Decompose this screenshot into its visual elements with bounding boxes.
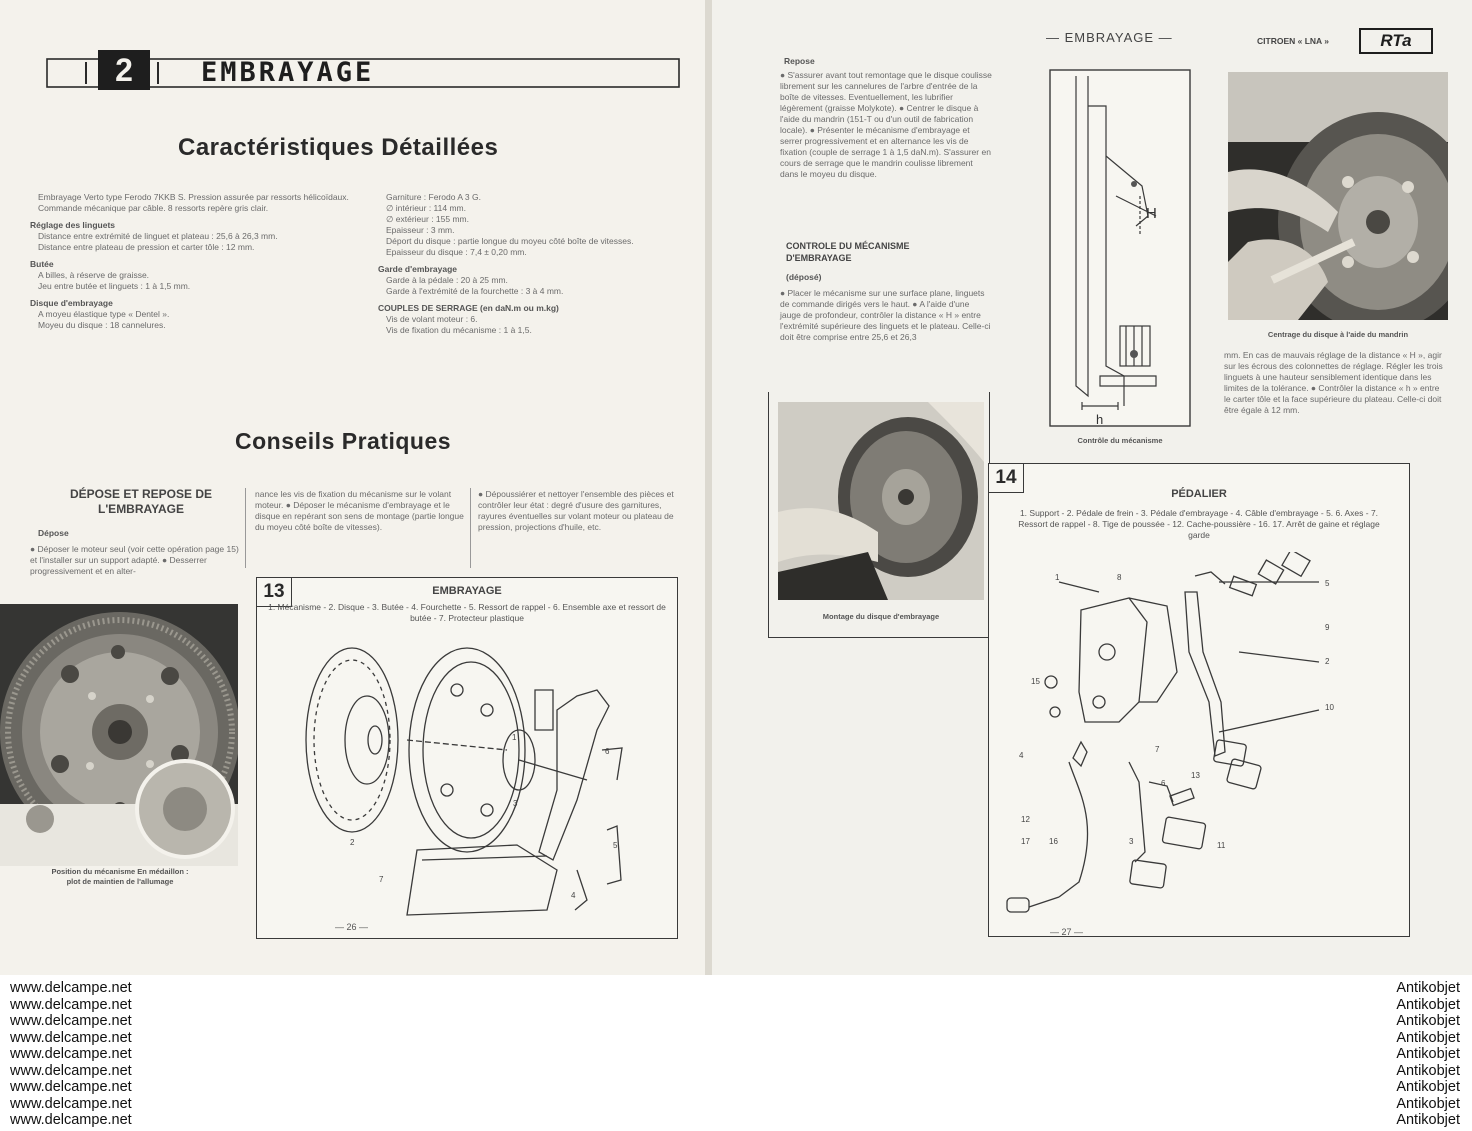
spec-line: Garniture : Ferodo A 3 G. [386, 192, 481, 202]
svg-text:6: 6 [605, 747, 610, 756]
svg-text:17: 17 [1021, 837, 1030, 846]
repose-text: ● S'assurer avant tout remontage que le disque coulisse librement sur les cannelures de l'arbre d'entrée de la boîte de vitesses. Eventuellement, les lubrifier légèrement (graisse Molykote). ● Centrer le disque à l'aide du mandrin (151-T ou d'un outil de fabrication locale). ● Présenter le mécanisme d'embrayage et serrer progressivement et en alternance les vis de fixation (couple de serrage 1 à 1,5 daN.m). S'assurer en cours de serrage que le mandrin coulisse librement dans le moyeu du disque. [780, 70, 992, 179]
svg-text:11: 11 [1217, 841, 1226, 850]
running-header: — EMBRAYAGE — [1046, 30, 1173, 45]
right-page [712, 0, 1472, 975]
assembly-photo [778, 402, 984, 600]
watermark-line: Antikobjet [1396, 1062, 1460, 1079]
pedal-exploded-drawing [989, 552, 1409, 932]
watermark-line: Antikobjet [1396, 1112, 1460, 1128]
spec-line: Vis de volant moteur : 6. [386, 314, 478, 324]
svg-text:6: 6 [1161, 779, 1166, 788]
watermark-line: www.delcampe.net [10, 1013, 132, 1029]
centering-photo [1228, 72, 1448, 320]
svg-text:3: 3 [513, 799, 518, 808]
watermark-line: www.delcampe.net [10, 1062, 132, 1079]
rta-logo-text: RTa [1380, 31, 1412, 50]
svg-text:5: 5 [613, 841, 618, 850]
right-column-text: mm. En cas de mauvais réglage de la distance « H », agir sur les écrous des colonnettes de réglage. Régler les trois linguets à une hauteur sensiblement identique dans les limites de la tolérance. ● Contrôler la distance « h » entre le carter tôle et la face supérieure du plateau. Celle-ci doit être égale à 12 mm. [1224, 350, 1443, 415]
svg-text:8: 8 [1117, 573, 1122, 582]
svg-text:2: 2 [350, 838, 355, 847]
spec-heading: Butée [30, 259, 54, 269]
watermark-line: Antikobjet [1396, 1046, 1460, 1062]
svg-text:4: 4 [1019, 751, 1024, 760]
spec-line: Déport du disque : partie longue du moyeu côté boîte de vitesses. [386, 236, 634, 246]
svg-text:15: 15 [1031, 677, 1040, 686]
rta-logo [1359, 28, 1433, 54]
chapter-title: EMBRAYAGE [201, 57, 375, 88]
watermark-line: www.delcampe.net [10, 980, 132, 996]
diagram-label-H: H [1146, 205, 1157, 222]
figure-13-legend: 1. Mécanisme - 2. Disque - 3. Butée - 4. Fourchette - 5. Ressort de rappel - 6. Ensemble axe et ressort de butée - 7. Protecteur plastique [268, 602, 666, 623]
centering-photo-caption: Centrage du disque à l'aide du mandrin [1267, 330, 1409, 339]
svg-text:9: 9 [1325, 623, 1330, 632]
svg-text:3: 3 [1129, 837, 1134, 846]
conseils-heading: Conseils Pratiques [235, 428, 452, 454]
spec-line: Epaisseur du disque : 7,4 ± 0,20 mm. [386, 247, 527, 257]
svg-text:10: 10 [1325, 703, 1334, 712]
diagram-label-h: h [1096, 412, 1104, 427]
assembly-photo-caption: Montage du disque d'embrayage [822, 612, 940, 621]
column-rule-2 [470, 488, 471, 568]
figure-14-box [988, 463, 1410, 937]
column-rule-1 [245, 488, 246, 568]
svg-text:7: 7 [1155, 745, 1160, 754]
spec-line: A billes, à réserve de graisse. [38, 270, 150, 280]
spec-line: Jeu entre butée et linguets : 1 à 1,5 mm. [38, 281, 191, 291]
spec-heading: Garde d'embrayage [378, 264, 458, 274]
figure-14-number: 14 [989, 464, 1024, 493]
repose-subheading: Repose [784, 56, 815, 66]
clutch-photo-caption: Position du mécanisme En médaillon : plot de maintien de l'allumage [51, 867, 189, 886]
watermark-line: Antikobjet [1396, 1079, 1460, 1095]
depose-heading: DÉPOSE ET REPOSE DE L'EMBRAYAGE [69, 487, 213, 516]
left-page [0, 0, 705, 975]
spec-line: ∅ extérieur : 155 mm. [386, 214, 469, 224]
spec-line: ∅ intérieur : 114 mm. [386, 203, 466, 213]
svg-text:16: 16 [1049, 837, 1058, 846]
figure-14-title: PÉDALIER [1171, 488, 1227, 500]
svg-text:1: 1 [512, 733, 517, 742]
svg-text:13: 13 [1191, 771, 1200, 780]
watermark-line: www.delcampe.net [10, 1029, 132, 1046]
watermark-line: Antikobjet [1396, 980, 1460, 996]
column-3-text: ● Dépoussiérer et nettoyer l'ensemble des pièces et contrôler leur état : degré d'usure des garnitures, rayures éventuelles sur volant moteur ou plateau de pression, projections d'huile, etc. [478, 489, 674, 532]
chapter-banner [46, 50, 681, 88]
spec-line: Moyeu du disque : 18 cannelures. [38, 320, 166, 330]
figure-13-box [256, 577, 678, 939]
specs-heading: Caractéristiques Détaillées [178, 134, 499, 161]
figure-14-legend: 1. Support - 2. Pédale de frein - 3. Pédale d'embrayage - 4. Câble d'embrayage - 5. 6. Axes - 7. Ressort de rappel - 8. Tige de poussée - 12. Cache-poussière - 16. 17. Arrêt de gaine et réglage garde [1018, 508, 1380, 540]
clutch-photo [0, 604, 238, 866]
left-folio: — 26 — [335, 922, 369, 932]
svg-text:7: 7 [379, 875, 384, 884]
controle-subheading: (déposé) [786, 272, 822, 282]
diagram-caption: Contrôle du mécanisme [1077, 436, 1163, 445]
watermark-left [10, 980, 132, 1129]
controle-text: ● Placer le mécanisme sur une surface plane, linguets de commande dirigés vers le haut. ● A l'aide d'une jauge de profondeur, contrôler la distance « H » entre l'extrémité supérieure des linguets et le plateau. Celle-ci doit être comprise entre 25,6 et 26,3 [780, 288, 991, 342]
figure-13-number: 13 [257, 578, 292, 607]
watermark-line: www.delcampe.net [10, 1112, 132, 1128]
svg-text:4: 4 [571, 891, 576, 900]
spec-line: Distance entre plateau de pression et carter tôle : 12 mm. [38, 242, 255, 252]
spec-line: Garde à la pédale : 20 à 25 mm. [386, 275, 508, 285]
svg-text:5: 5 [1325, 579, 1330, 588]
watermark-line: www.delcampe.net [10, 1079, 132, 1095]
spec-line: Garde à l'extrémité de la fourchette : 3 à 4 mm. [386, 286, 564, 296]
specs-column-1 [30, 192, 360, 331]
spec-line: A moyeu élastique type « Dentel ». [38, 309, 170, 319]
depose-subheading: Dépose [38, 528, 69, 538]
figure-13-title: EMBRAYAGE [432, 585, 502, 597]
specs-column-2 [378, 192, 683, 336]
controle-heading: CONTROLE DU MÉCANISME D'EMBRAYAGE [786, 241, 910, 263]
watermark-line: www.delcampe.net [10, 996, 132, 1013]
watermark-right [1396, 980, 1460, 1129]
watermark-line: Antikobjet [1396, 1013, 1460, 1029]
clutch-exploded-drawing [257, 630, 677, 930]
column-2-text: nance les vis de fixation du mécanisme sur le volant moteur. ● Déposer le mécanisme d'embrayage et le disque en repérant son sens de montage (partie longue du moyeu côté boîte de vitesses). [255, 489, 464, 532]
watermark-line: www.delcampe.net [10, 1046, 132, 1062]
watermark-line: Antikobjet [1396, 996, 1460, 1013]
spec-line: Distance entre extrémité de linguet et plateau : 25,6 à 26,3 mm. [38, 231, 278, 241]
watermark-line: Antikobjet [1396, 1029, 1460, 1046]
spec-line: Vis de fixation du mécanisme : 1 à 1,5. [386, 325, 532, 335]
spec-heading: COUPLES DE SERRAGE (en daN.m ou m.kg) [378, 303, 559, 313]
car-model: CITROEN « LNA » [1257, 36, 1329, 46]
spec-line: Embrayage Verto type Ferodo 7KKB S. Pression assurée par ressorts hélicoïdaux. Commande mécanique par câble. 8 ressorts repère gris clair. [38, 192, 349, 213]
depose-text: ● Déposer le moteur seul (voir cette opération page 15) et l'installer sur un support adapté. ● Desserrer progressivement et en alter- [30, 544, 239, 576]
watermark-line: Antikobjet [1396, 1095, 1460, 1112]
watermark-line: www.delcampe.net [10, 1095, 132, 1112]
right-folio: — 27 — [1050, 927, 1084, 937]
svg-text:2: 2 [1325, 657, 1330, 666]
mechanism-section-diagram [1046, 66, 1194, 431]
spec-heading: Réglage des linguets [30, 220, 116, 230]
spec-heading: Disque d'embrayage [30, 298, 113, 308]
svg-text:12: 12 [1021, 815, 1030, 824]
chapter-number: 2 [115, 52, 133, 88]
svg-text:1: 1 [1055, 573, 1060, 582]
spec-line: Epaisseur : 3 mm. [386, 225, 455, 235]
